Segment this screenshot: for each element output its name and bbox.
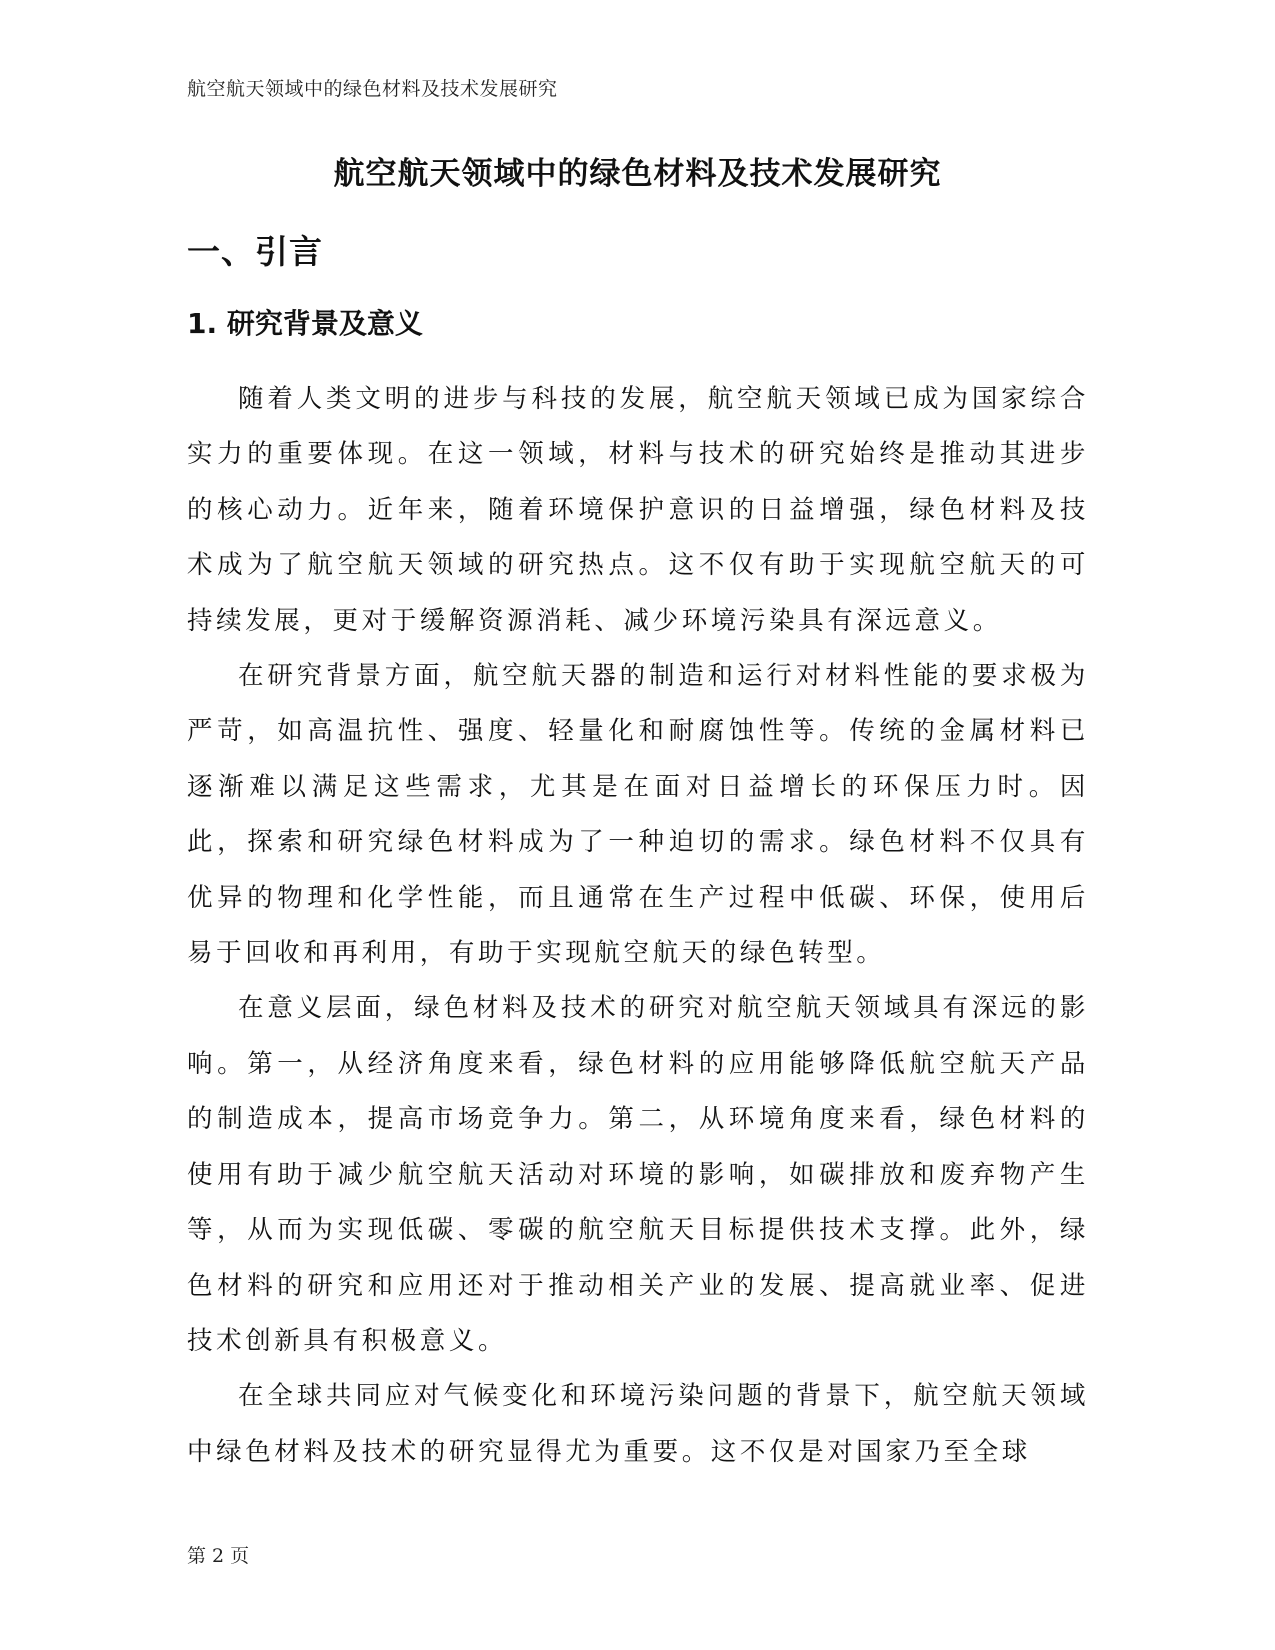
subsection-heading: 1. 研究背景及意义 <box>187 307 423 340</box>
section-heading: 一、引言 <box>187 232 323 271</box>
page-number: 第 2 页 <box>187 1545 250 1567</box>
paragraph: 在全球共同应对气候变化和环境污染问题的背景下，航空航天领域中绿色材料及技术的研究显得尤为重要。这不仅是对国家乃至全球 <box>187 1381 1089 1467</box>
paragraph: 在研究背景方面，航空航天器的制造和运行对材料性能的要求极为严苛，如高温抗性、强度、轻量化和耐腐蚀性等。传统的金属材料已逐渐难以满足这些需求，尤其是在面对日益增长的环保压力时。因此，探索和研究绿色材料成为了一种迫切的需求。绿色材料不仅具有优异的物理和化学性能，而且通常在生产过程中低碳、环保，使用后易于回收和再利用，有助于实现航空航天的绿色转型。 <box>187 661 1089 969</box>
body-text <box>187 372 1089 1480</box>
document-title: 航空航天领域中的绿色材料及技术发展研究 <box>333 156 942 192</box>
paragraph: 在意义层面，绿色材料及技术的研究对航空航天领域具有深远的影响。第一，从经济角度来看，绿色材料的应用能够降低航空航天产品的制造成本，提高市场竞争力。第二，从环境角度来看，绿色材料的使用有助于减少航空航天活动对环境的影响，如碳排放和废弃物产生等，从而为实现低碳、零碳的航空航天目标提供技术支撑。此外，绿色材料的研究和应用还对于推动相关产业的发展、提高就业率、促进技术创新具有积极意义。 <box>187 993 1089 1356</box>
running-header: 航空航天领域中的绿色材料及技术发展研究 <box>187 78 558 100</box>
paragraph: 随着人类文明的进步与科技的发展，航空航天领域已成为国家综合实力的重要体现。在这一领域，材料与技术的研究始终是推动其进步的核心动力。近年来，随着环境保护意识的日益增强，绿色材料及技术成为了航空航天领域的研究热点。这不仅有助于实现航空航天的可持续发展，更对于缓解资源消耗、减少环境污染具有深远意义。 <box>187 384 1089 636</box>
